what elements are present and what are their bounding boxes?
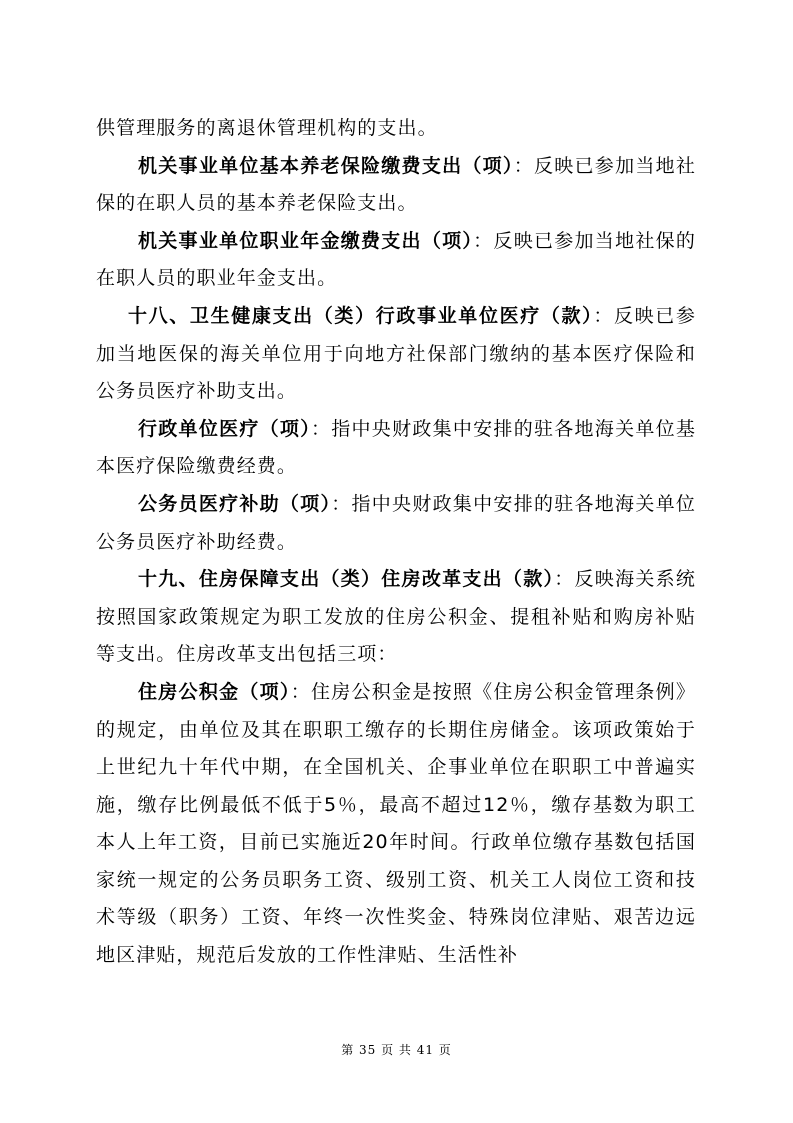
item-heading: 机关事业单位基本养老保险缴费支出（项） — [138, 154, 514, 177]
paragraph-text: ：指中央财政集中安排的驻各地海关单位基本医疗保险缴费经费。 — [96, 417, 696, 478]
item-heading: 行政单位医疗（项） — [138, 417, 311, 440]
item-heading: 公务员医疗补助（项） — [138, 492, 332, 515]
paragraph-civil-servant-medical — [96, 486, 696, 561]
page-footer: 第 35 页 共 41 页 — [341, 1043, 452, 1057]
item-heading: 住房公积金（项） — [138, 680, 291, 703]
paragraph-text: ：反映海关系统按照国家政策规定为职工发放的住房公积金、提租补贴和购房补贴等支出。住房改革支出包括三项： — [96, 568, 696, 666]
section-heading: 十九、住房保障支出（类）住房改革支出（款） — [138, 568, 555, 591]
section-heading: 十八、卫生健康支出（类）行政事业单位医疗（款） — [128, 304, 594, 327]
paragraph-text: ：住房公积金是按照《住房公积金管理条例》的规定，由单位及其在职职工缴存的长期住房储金。该项政策始于上世纪九十年代中期，在全国机关、企事业单位在职职工中普遍实施，缴存比例最低不低于5％，最高不超过12％，缴存基数为职工本人上年工资，目前已实施近20年时间。行政单位缴存基数包括国家统一规定的公务员职务工资、级别工资、机关工人岗位工资和技术等级（职务）工资、年终一次性奖金、特殊岗位津贴、艰苦边远地区津贴，规范后发放的工作性津贴、生活性补 — [96, 680, 696, 967]
paragraph-text: 供管理服务的离退休管理机构的支出。 — [96, 117, 438, 139]
paragraph-health-expenditure — [96, 298, 696, 411]
paragraph-text: ：反映已参加当地社保的在职人员的基本养老保险支出。 — [96, 154, 696, 215]
paragraph-text: ：反映已参加当地医保的海关单位用于向地方社保部门缴纳的基本医疗保险和公务员医疗补助支出。 — [96, 304, 696, 403]
document-body — [96, 110, 696, 975]
paragraph-occupational-annuity — [96, 223, 696, 298]
paragraph-text: ：指中央财政集中安排的驻各地海关单位公务员医疗补助经费。 — [96, 492, 696, 553]
item-heading: 机关事业单位职业年金缴费支出（项） — [138, 229, 474, 252]
paragraph-continuation — [96, 110, 696, 148]
paragraph-pension-insurance — [96, 148, 696, 223]
paragraph-admin-medical — [96, 411, 696, 486]
paragraph-text: ：反映已参加当地社保的在职人员的职业年金支出。 — [96, 229, 696, 290]
paragraph-housing-expenditure — [96, 561, 696, 674]
paragraph-housing-fund — [96, 674, 696, 975]
